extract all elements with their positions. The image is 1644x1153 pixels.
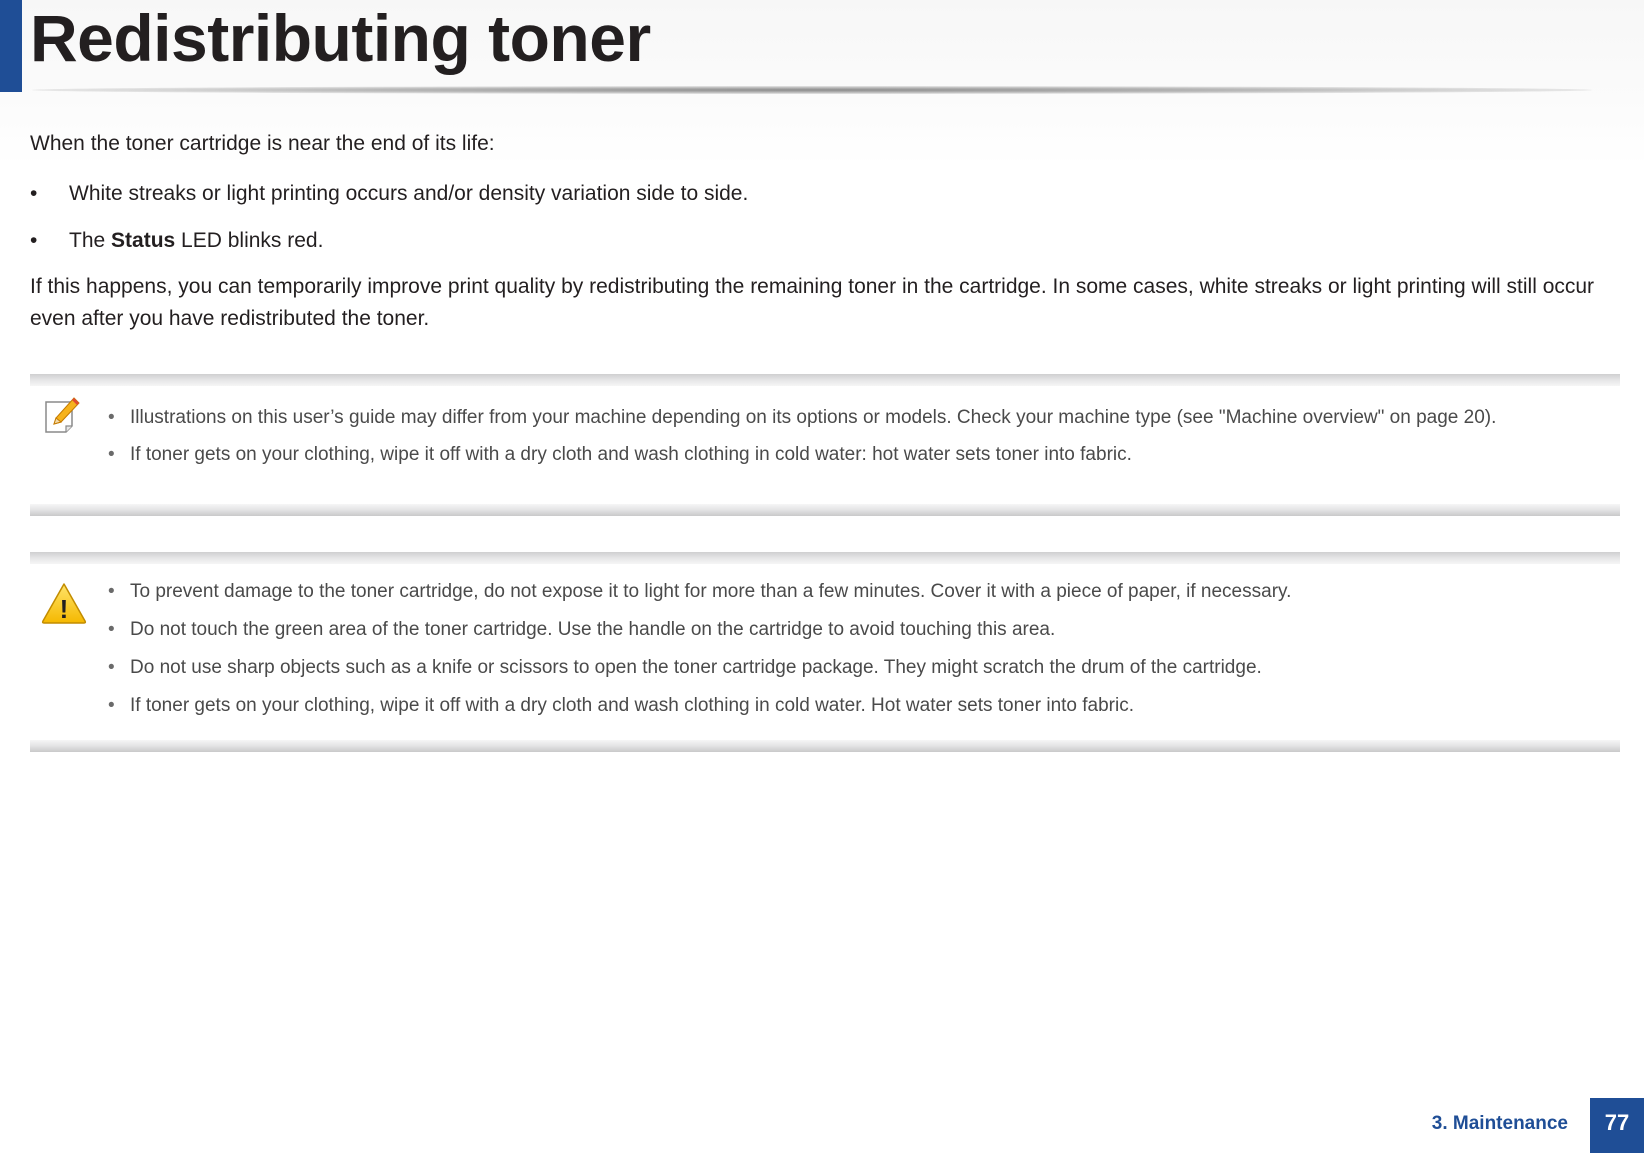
caution-item-text: Do not touch the green area of the toner cartridge. Use the handle on the cartridge to avoid touching this area. <box>130 619 1056 640</box>
caution-item-text: To prevent damage to the toner cartridge, do not expose it to light for more than a few minutes. Cover it with a piece of paper, if necessary. <box>130 581 1292 602</box>
bullet-marker: • <box>108 444 115 465</box>
bullet-marker: • <box>30 229 38 252</box>
caution-item <box>108 616 1620 643</box>
bullet-marker: • <box>108 657 115 678</box>
note-item-text: Illustrations on this user’s guide may differ from your machine depending on its options or models. Check your machine type (see "Machine overview" on page 20). <box>130 407 1497 428</box>
status-led-label: Status <box>111 229 176 252</box>
warning-glyph: ! <box>59 594 69 624</box>
intro-text: When the toner cartridge is near the end of its life: <box>30 132 495 155</box>
page-title: Redistributing toner <box>30 1 651 75</box>
caution-item <box>108 578 1620 605</box>
caution-item <box>108 654 1620 681</box>
caution-box-content <box>30 564 1620 740</box>
note-item <box>108 441 1620 468</box>
footer-section-label: 3. Maintenance <box>1431 1113 1568 1134</box>
note-pencil-icon <box>42 396 84 438</box>
bullet-marker: • <box>108 581 115 602</box>
bullet-marker: • <box>108 407 115 428</box>
note-box-bottom-edge <box>30 504 1620 516</box>
note-box <box>30 374 1620 516</box>
note-box-top-edge <box>30 374 1620 386</box>
symptom-text: White streaks or light printing occurs and/or density variation side to side. <box>69 182 749 205</box>
note-item-text: If toner gets on your clothing, wipe it off with a dry cloth and wash clothing in cold water: hot water sets toner into fabric. <box>130 444 1132 465</box>
symptom-list-item <box>30 225 323 257</box>
symptom-text-suffix: LED blinks red. <box>175 229 324 252</box>
caution-list <box>30 564 1620 719</box>
caution-item-text: Do not use sharp objects such as a knife or scissors to open the toner cartridge package. They might scratch the drum of the cartridge. <box>130 657 1262 678</box>
warning-triangle-icon <box>41 582 87 624</box>
note-box-content <box>30 386 1620 504</box>
page-number: 77 <box>1590 1098 1644 1153</box>
caution-box-top-edge <box>30 552 1620 564</box>
caution-item-text: If toner gets on your clothing, wipe it off with a dry cloth and wash clothing in cold water. Hot water sets toner into fabric. <box>130 695 1135 716</box>
symptom-text-prefix: The <box>69 229 112 252</box>
note-item <box>108 404 1620 431</box>
caution-box-bottom-edge <box>30 740 1620 752</box>
caution-item <box>108 692 1620 719</box>
note-list <box>30 386 1620 468</box>
bullet-marker: • <box>108 695 115 716</box>
bullet-marker: • <box>108 619 115 640</box>
explanation-paragraph: If this happens, you can temporarily improve print quality by redistributing the remaining toner in the cartridge. In some cases, white streaks or light printing will still occur even after you have redistributed the toner. <box>30 275 1595 330</box>
caution-box <box>30 552 1620 752</box>
symptom-list-item <box>30 178 748 210</box>
chapter-accent-bar <box>0 0 22 92</box>
title-divider <box>32 86 1592 94</box>
bullet-marker: • <box>30 182 38 205</box>
